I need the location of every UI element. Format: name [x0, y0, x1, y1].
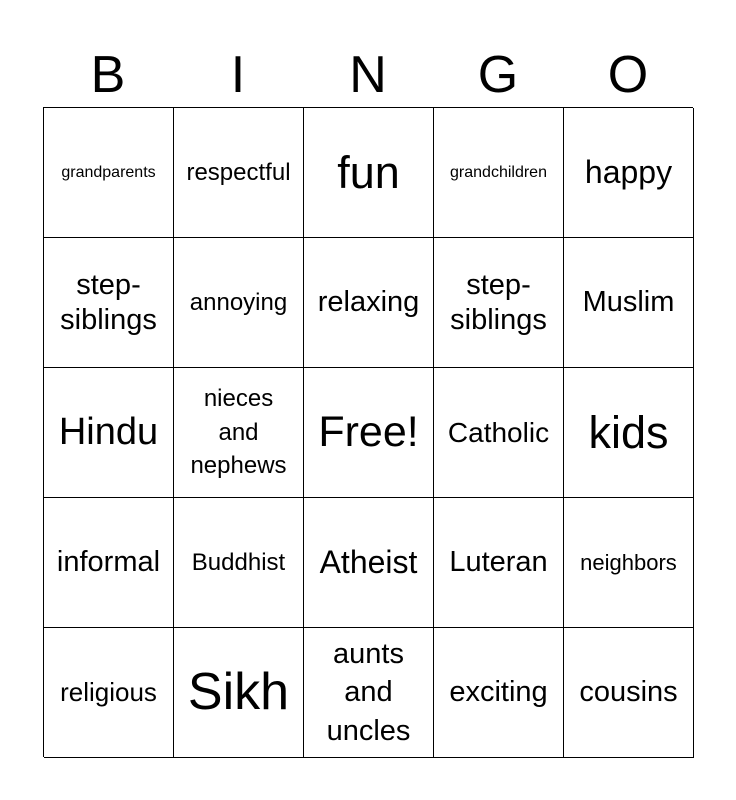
cell-text: step-siblings [60, 268, 157, 336]
bingo-cell[interactable] [564, 498, 694, 628]
free-space[interactable] [304, 368, 434, 498]
cell-text: step-siblings [450, 268, 547, 336]
cell-text: Buddhist [191, 548, 286, 576]
bingo-cell[interactable] [174, 238, 304, 368]
bingo-cell[interactable] [434, 238, 564, 368]
header-letter-g: G [477, 46, 519, 104]
header-letter-b: B [90, 46, 126, 104]
bingo-cell[interactable] [44, 498, 174, 628]
bingo-cell[interactable] [174, 108, 304, 238]
cell-text: grandparents [61, 163, 156, 181]
cell-text: Catholic [447, 416, 550, 448]
header-letter-n: N [349, 46, 387, 104]
header-letter-o: O [607, 46, 649, 104]
bingo-cell[interactable] [564, 368, 694, 498]
bingo-cell[interactable] [304, 108, 434, 238]
bingo-cell[interactable] [174, 628, 304, 758]
header-letter-i: I [230, 46, 246, 104]
cell-text: exciting [449, 676, 548, 709]
bingo-cell[interactable] [44, 368, 174, 498]
cell-text: Hindu [58, 410, 159, 453]
cell-text: relaxing [317, 286, 420, 319]
bingo-cell[interactable] [434, 628, 564, 758]
bingo-cell[interactable] [44, 238, 174, 368]
cell-text: Atheist [319, 544, 418, 581]
cell-text: cousins [579, 676, 678, 709]
cell-text: informal [56, 546, 161, 579]
bingo-cell[interactable] [564, 628, 694, 758]
bingo-cell[interactable] [44, 628, 174, 758]
cell-text: fun [337, 146, 400, 198]
bingo-cell[interactable] [174, 368, 304, 498]
bingo-board [43, 107, 693, 757]
cell-text: nieces and nephews [190, 385, 287, 480]
cell-text: Free! [318, 407, 419, 456]
cell-text: Muslim [582, 286, 675, 319]
cell-text: respectful [186, 158, 291, 186]
cell-text: Sikh [187, 662, 290, 721]
cell-text: Luteran [449, 546, 548, 579]
bingo-cell[interactable] [434, 498, 564, 628]
bingo-cell[interactable] [434, 108, 564, 238]
bingo-cell[interactable] [304, 238, 434, 368]
bingo-cell[interactable] [564, 238, 694, 368]
cell-text: aunts and uncles [326, 637, 411, 747]
bingo-cell[interactable] [174, 498, 304, 628]
cell-text: religious [60, 677, 157, 708]
cell-text: annoying [189, 288, 288, 316]
bingo-cell[interactable] [304, 498, 434, 628]
bingo-cell[interactable] [434, 368, 564, 498]
cell-text: happy [584, 154, 673, 191]
cell-text: neighbors [580, 549, 677, 575]
bingo-cell[interactable] [564, 108, 694, 238]
bingo-cell[interactable] [44, 108, 174, 238]
bingo-cell[interactable] [304, 628, 434, 758]
cell-text: kids [588, 406, 669, 458]
cell-text: grandchildren [450, 163, 547, 181]
bingo-header [43, 42, 693, 108]
